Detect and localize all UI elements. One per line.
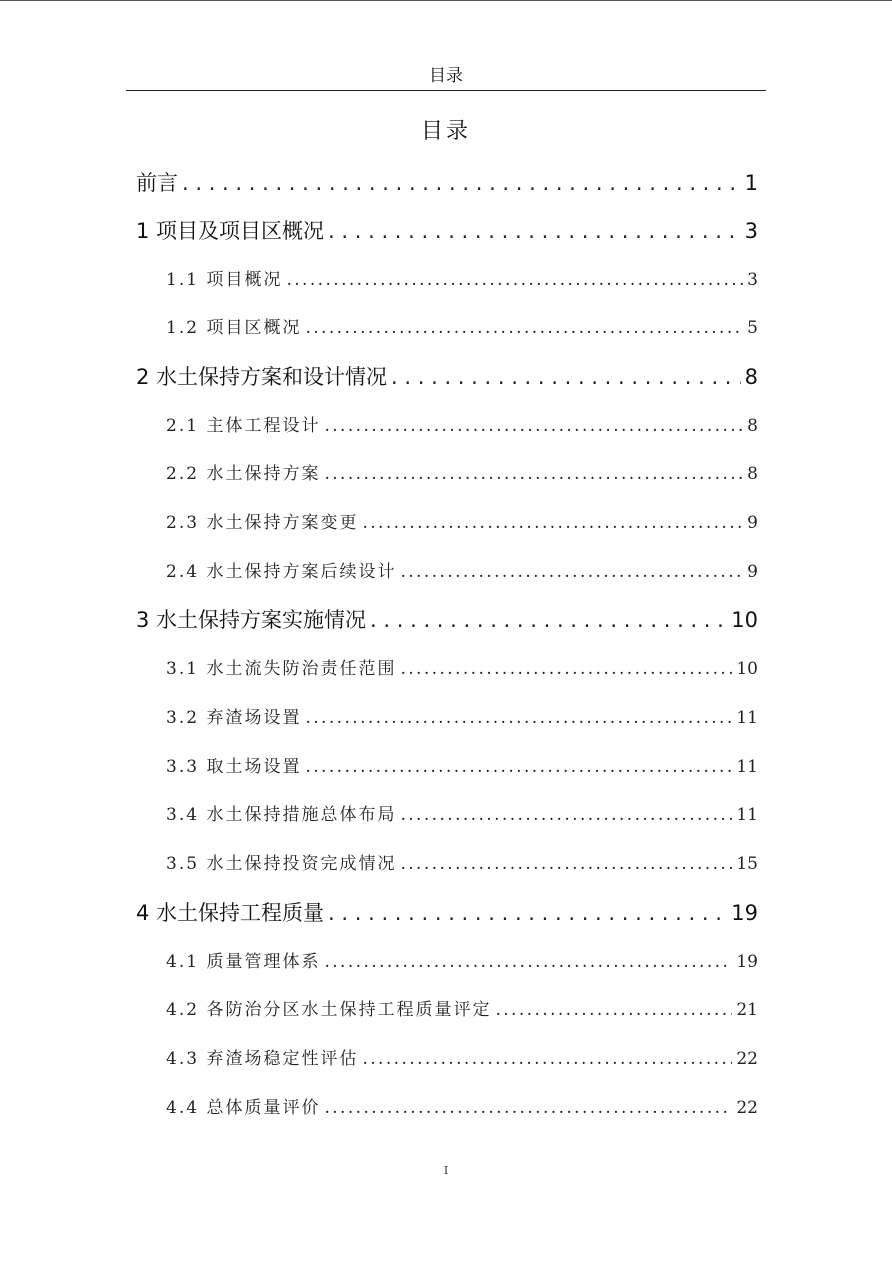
toc-entry[interactable]	[166, 412, 758, 440]
toc-entry[interactable]	[166, 509, 758, 537]
toc-entry[interactable]	[136, 898, 758, 928]
toc-entry-page: 5	[747, 318, 758, 338]
toc-leader-dots	[495, 996, 732, 1024]
toc-entry-page: 8	[747, 464, 758, 484]
toc-leader-dots	[391, 362, 741, 392]
toc-entry-page: 22	[736, 1098, 758, 1118]
toc-entry[interactable]	[166, 1045, 758, 1073]
toc-entry[interactable]	[166, 558, 758, 586]
toc-entry-page: 9	[747, 562, 758, 582]
toc-entry-page: 11	[736, 757, 758, 777]
toc-entry-page: 11	[736, 805, 758, 825]
toc-entry-label: 2.2 水土保持方案	[166, 464, 321, 484]
toc-entry[interactable]	[136, 362, 758, 392]
toc-leader-dots	[286, 266, 743, 294]
toc-entry-label: 4.4 总体质量评价	[166, 1098, 321, 1118]
toc-leader-dots	[182, 168, 741, 198]
toc-leader-dots	[400, 558, 743, 586]
toc-entry-label: 3.4 水土保持措施总体布局	[166, 805, 397, 825]
toc-leader-dots	[305, 753, 732, 781]
toc-entry[interactable]	[166, 1094, 758, 1122]
toc-entry[interactable]	[166, 948, 758, 976]
toc-entry[interactable]	[166, 460, 758, 488]
toc-entry-page: 1	[744, 171, 758, 195]
toc-entry[interactable]	[166, 314, 758, 342]
toc-entry-page: 10	[731, 608, 758, 632]
toc-entry-page: 3	[747, 270, 758, 290]
toc-leader-dots	[324, 948, 732, 976]
toc-entry[interactable]	[166, 704, 758, 732]
toc-leader-dots	[305, 314, 743, 342]
toc-entry[interactable]	[166, 655, 758, 683]
toc-leader-dots	[324, 460, 743, 488]
running-header: 目录	[429, 66, 463, 86]
toc-leader-dots	[362, 509, 743, 537]
header-rule	[126, 90, 766, 91]
toc-entry-label: 1.2 项目区概况	[166, 318, 302, 338]
toc-entry-page: 19	[736, 952, 758, 972]
toc-entry-label: 4.1 质量管理体系	[166, 952, 321, 972]
toc-entry[interactable]	[166, 996, 758, 1024]
toc-entry-page: 8	[744, 365, 758, 389]
toc-leader-dots	[328, 898, 727, 928]
toc-entry-label: 2.1 主体工程设计	[166, 416, 321, 436]
toc-entry-page: 21	[736, 1000, 758, 1020]
page-top-border	[0, 0, 892, 1]
toc-entry-page: 11	[736, 708, 758, 728]
toc-entry-label: 1.1 项目概况	[166, 270, 283, 290]
toc-leader-dots	[328, 216, 741, 246]
toc-entry-label: 3.5 水土保持投资完成情况	[166, 854, 397, 874]
toc-leader-dots	[324, 412, 743, 440]
toc-leader-dots	[370, 605, 727, 635]
toc-entry-page: 22	[736, 1049, 758, 1069]
toc-entry[interactable]	[166, 753, 758, 781]
toc-entry[interactable]	[136, 605, 758, 635]
toc-entry-label: 3.3 取土场设置	[166, 757, 302, 777]
toc-entry-page: 9	[747, 513, 758, 533]
toc-entry[interactable]	[166, 266, 758, 294]
page-title: 目录	[420, 119, 471, 144]
toc-leader-dots	[324, 1094, 732, 1122]
toc-entry-label: 2.3 水土保持方案变更	[166, 513, 359, 533]
toc-entry-page: 8	[747, 416, 758, 436]
toc-entry-label: 3 水土保持方案实施情况	[136, 608, 367, 632]
page-number: I	[443, 1164, 449, 1177]
toc-entry[interactable]	[166, 801, 758, 829]
toc-entry-page: 3	[744, 219, 758, 243]
toc-entry-label: 3.2 弃渣场设置	[166, 708, 302, 728]
toc-entry[interactable]	[166, 850, 758, 878]
toc-entry-label: 4 水土保持工程质量	[136, 901, 325, 925]
toc-entry[interactable]	[136, 168, 758, 198]
toc-leader-dots	[400, 801, 732, 829]
toc-entry-label: 前言	[136, 171, 178, 195]
toc-entry-label: 2 水土保持方案和设计情况	[136, 365, 388, 389]
toc-entry-page: 10	[736, 659, 758, 679]
toc-entry[interactable]	[136, 216, 758, 246]
toc-entry-label: 4.3 弃渣场稳定性评估	[166, 1049, 359, 1069]
toc-entry-page: 19	[731, 901, 758, 925]
toc-leader-dots	[400, 655, 732, 683]
toc-entry-label: 4.2 各防治分区水土保持工程质量评定	[166, 1000, 492, 1020]
toc-entry-label: 1 项目及项目区概况	[136, 219, 325, 243]
toc-leader-dots	[400, 850, 732, 878]
toc-entry-page: 15	[736, 854, 758, 874]
toc-entry-label: 3.1 水土流失防治责任范围	[166, 659, 397, 679]
toc-leader-dots	[305, 704, 732, 732]
toc-leader-dots	[362, 1045, 732, 1073]
toc-entry-label: 2.4 水土保持方案后续设计	[166, 562, 397, 582]
